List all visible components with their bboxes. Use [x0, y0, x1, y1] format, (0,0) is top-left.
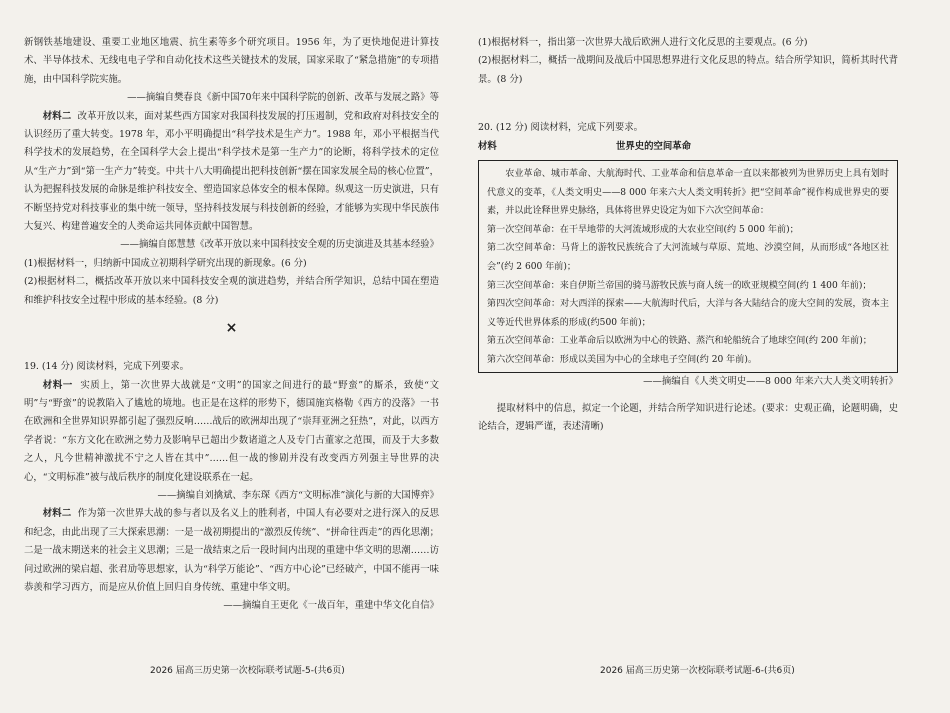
q19-material-1-label: 材料一: [42, 379, 73, 391]
question-20-heading: 20. (12 分) 阅读材料，完成下列要求。: [478, 122, 643, 134]
material-2: [24, 108, 439, 237]
question-19-2: (2)根据材料二，概括一战期间及战后中国思想界进行文化反思的特点。结合所学知识，简析其时代背景。(8 分): [478, 55, 898, 85]
material-2-text: 改革开放以来，面对某些西方国家对我国科技发展的打压遏制，党和政府对科技安全的认识经历了重大转变。1978 年，邓小平明确提出“科学技术是生产力”。1988 年，邓小平根据当代科学技术的发展趋势，在全国科学大会上提出“科学技术是第一生产力”的论断，将科学技术的定位从“生产力”到“第一生产力”转变。中共十八大明确提出把科技创新“摆在国家发展全局的核心位置”，认为把握科技发展的命脉是维护科技安全、塑造国家总体安全的根本保障。纵观这一历史演进，只有不断坚持党对科技事业的集中统一领导，坚持科技发展与科技创新的经验，才能够为实现中华民族伟大复兴、构建普遍安全的人类命运共同体贡献中国智慧。: [24, 110, 439, 233]
question-18-2: (2)根据材料二，概括改革开放以来中国科技安全观的演进趋势，并结合所学知识，总结中国在塑造和维护科技安全过程中形成的基本经验。(8 分): [24, 276, 439, 306]
q19-material-2-source: ——摘编自王更化《一战百年，重建中华文化自信》: [223, 600, 439, 612]
revolution-5: 第五次空间革命：工业革命后以欧洲为中心的铁路、蒸汽和轮船统合了地球空间(约 200 年前)；: [487, 336, 872, 347]
q19-material-2-text: 作为第一次世界大战的参与者以及名义上的胜利者，中国人有必要对之进行深入的反思和纪念，由此出现了三大探索思潮：一是一战初期提出的“激烈反传统”、“拼命往西走”的西化思潮；二是一战末期送来的社会主义思潮；三是一战结束之后一段时间内出现的重建中华文明的思潮……访问过欧洲的梁启超、张君劢等思想家，认为“科学万能论”、“西方中心论”已经破产，中国不能再一味恭羡和学习西方，而是应从价值上回归自身传统、重建中华文明。: [24, 508, 439, 593]
material-2-label: 材料二: [42, 110, 72, 122]
q19-material-1-text: 实质上，第一次世界大战就是“文明”的国家之间进行的最“野蛮”的厮杀，致使“文明”与“野蛮”的说教陷入了尴尬的境地。也正是在这样的形势下，德国施宾格勒《西方的没落》一书在欧洲和全世界知识界都引起了强烈反响……战后的欧洲却出现了“崇拜亚洲之狂热”，对此，以西方学者说：“东方文化在欧洲之势力及影响早已超出少数诸道之人及专门古董家之范围，而及于大多数之人，凡今世精神激扰不宁之人皆在其中”……但一战的惨剧并没有改变西方列强主导世界的决心，“文明标准”被与战后秩序的制度化建设联系在一起。: [24, 379, 439, 483]
cross-mark-icon: ×: [225, 320, 238, 337]
revolution-6: 第六次空间革命：形成以美国为中心的全球电子空间(约 20 年前)。: [487, 354, 757, 365]
page-5: [24, 34, 439, 616]
material-heading: [478, 138, 898, 156]
revolution-1: 第一次空间革命：在干旱地带的大河流域形成的大农业空间(约 5 000 年前)；: [487, 224, 799, 235]
q19-material-1-source: ——摘编自刘擒斌、李东琛《西方“文明标准”演化与新的大国博弈》: [157, 489, 439, 501]
material-box: [478, 160, 898, 373]
box-intro: 农业革命、城市革命、大航海时代、工业革命和信息革命一直以来都被列为世界历史上具有划时代意义的变革，《人类文明史——8 000 年来六大人类文明转折》把“空间革命”视作构成世界史的要素，并以此诠释世界史脉络，具体将世界史设定为如下六次空间革命：: [487, 169, 889, 217]
material-1-continuation: 新钢铁基地建设、重要工业地区地震、抗生素等多个研究项目。1956 年，为了更快地促进计算技术、半导体技术、无线电电子学和自动化技术这些关键技术的发展，国家采取了“紧急措施”的专项措施，由中国科学院实施。: [24, 37, 439, 85]
material-title: 世界史的空间革命: [616, 140, 692, 152]
q19-material-2: [24, 505, 439, 597]
question-19-heading: 19. (14 分) 阅读材料，完成下列要求。: [24, 361, 189, 373]
page-6: [478, 34, 898, 437]
material-1-source: ——摘编自樊春良《新中国70年来中国科学院的创新、改革与发展之路》等: [127, 92, 439, 104]
question-18-1: (1)根据材料一，归纳新中国成立初期科学研究出现的新现象。(6 分): [24, 257, 307, 269]
material-label: 材料: [478, 140, 497, 152]
page-6-footer: 2026 届高三历史第一次校际联考试题-6-(共6页): [600, 666, 795, 676]
revolution-3: 第三次空间革命：来自伊斯兰帝国的骑马游牧民族与商人统一的欧亚规模空间(约 1 400 年前)；: [487, 280, 872, 291]
revolution-2: 第二次空间革命：马背上的游牧民族统合了大河流域与草原、荒地、沙漠空间，从而形成“各地区社会”(约 2 600 年前)；: [487, 243, 889, 272]
material-2-source: ——摘编自郎慧慧《改革开放以来中国科技安全观的历史演进及其基本经验》: [120, 239, 439, 251]
box-source: ——摘编自《人类文明史——8 000 年来六大人类文明转折》: [643, 375, 898, 387]
page-5-footer: 2026 届高三历史第一次校际联考试题-5-(共6页): [150, 666, 345, 676]
essay-task: 提取材料中的信息，拟定一个论题，并结合所学知识进行论述。(要求：史观正确，论题明确，史论结合，逻辑严谨，表述清晰): [478, 402, 898, 433]
q19-material-2-label: 材料二: [42, 508, 72, 520]
q19-material-1: [24, 377, 439, 487]
revolution-4: 第四次空间革命：对大西洋的探索——大航海时代后，大洋与各大陆结合的庞大空间的发展，资本主义等近代世界体系的形成(约500 年前)；: [487, 299, 889, 328]
question-19-1: (1)根据材料一，指出第一次世界大战后欧洲人进行文化反思的主要观点。(6 分): [478, 37, 808, 48]
